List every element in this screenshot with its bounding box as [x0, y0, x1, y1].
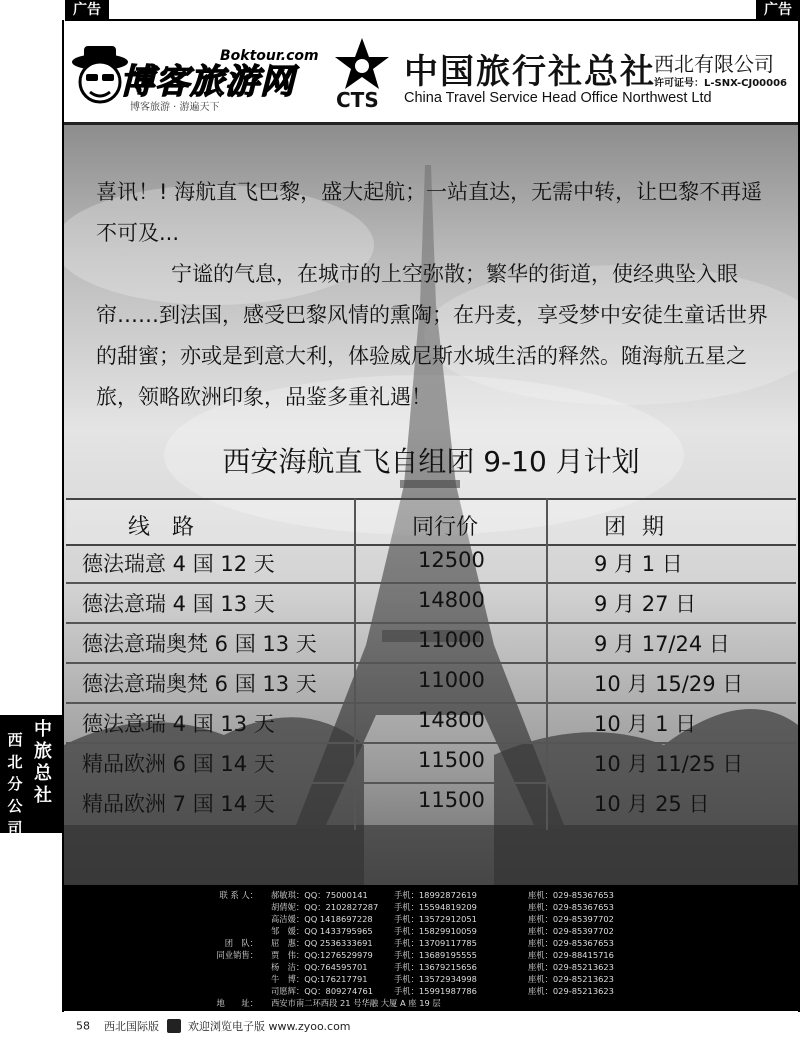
tour-table	[66, 498, 796, 830]
date-cell: 9 月 1 日	[594, 552, 683, 576]
cts-license: 许可证号：L-SNX-CJ00006	[654, 78, 787, 89]
cts-star-icon	[334, 36, 390, 92]
contact-qq: 胡倩妮：QQ：2102827287	[271, 902, 379, 912]
date-cell: 10 月 25 日	[594, 792, 710, 816]
route-cell: 精品欧洲 6 国 14 天	[82, 752, 275, 776]
table-row	[66, 782, 796, 822]
price-cell: 11500	[418, 748, 485, 772]
table-row	[66, 662, 796, 704]
cts-branch: 西北有限公司	[654, 52, 774, 76]
contact-mobile: 手机：15594819209	[394, 902, 477, 912]
price-cell: 11000	[418, 628, 485, 652]
contact-role: 同业销售：	[216, 950, 258, 960]
bokeke-slogan: 博客旅游 · 游遍天下	[130, 102, 220, 113]
contact-mobile: 手机：15991987786	[394, 986, 477, 996]
route-cell: 德法意瑞 4 国 13 天	[82, 712, 275, 736]
contact-mobile: 手机：15829910059	[394, 926, 477, 936]
table-header	[66, 498, 796, 546]
table-row	[66, 542, 796, 584]
contact-qq: 杨 洁：QQ:764595701	[271, 962, 368, 972]
date-cell: 10 月 1 日	[594, 712, 697, 736]
cts-name-en: China Travel Service Head Office Northwest Ltd	[404, 90, 712, 106]
contact-tel: 座机：029-88415716	[528, 950, 614, 960]
ad-label-right: 广告	[756, 0, 800, 20]
table-row	[66, 622, 796, 664]
contact-tel: 座机：029-85397702	[528, 914, 614, 924]
contact-role: 团 队：	[224, 938, 258, 948]
route-cell: 精品欧洲 7 国 14 天	[82, 792, 275, 816]
contact-tel: 座机：029-85367653	[528, 890, 614, 900]
price-cell: 12500	[418, 548, 485, 572]
ad-label-left: 广告	[65, 0, 109, 20]
address-label: 地 址：	[216, 998, 258, 1008]
date-cell: 9 月 17/24 日	[594, 632, 730, 656]
price-cell: 14800	[418, 708, 485, 732]
cts-abbr: CTS	[336, 88, 379, 112]
route-cell: 德法瑞意 4 国 12 天	[82, 552, 275, 576]
footer	[76, 1018, 351, 1034]
side-tab	[0, 715, 62, 837]
bokeke-url: Boktour.com	[220, 48, 319, 64]
date-cell: 10 月 15/29 日	[594, 672, 744, 696]
contact-qq: 高洁媛：QQ 1418697228	[271, 914, 373, 924]
table-row	[66, 702, 796, 744]
date-cell: 9 月 27 日	[594, 592, 697, 616]
edition-name: 西北国际版	[104, 1020, 159, 1033]
contact-tel: 座机：029-85367653	[528, 938, 614, 948]
contact-panel	[64, 885, 798, 1011]
contact-role: 联 系 人：	[219, 890, 258, 900]
table-row	[66, 582, 796, 624]
contact-tel: 座机：029-85397702	[528, 926, 614, 936]
intro-paragraph-2: 宁谧的气息，在城市的上空弥散；繁华的街道，使经典坠入眼帘……到法国，感受巴黎风情的熏陶；在丹麦，享受梦中安徒生童话世界的甜蜜；亦或是到意大利，体验威尼斯水城生活的释然。随海航五星之旅，领略欧洲印象，品鉴多重礼遇！	[96, 262, 768, 409]
edition-logo-icon	[167, 1019, 181, 1033]
footer-text: 欢迎浏览电子版 www.zyoo.com	[188, 1020, 351, 1033]
date-cell: 10 月 11/25 日	[594, 752, 744, 776]
contact-mobile: 手机：13709117785	[394, 938, 477, 948]
contact-qq: 邹 媛：QQ 1433795965	[271, 926, 373, 936]
contact-mobile: 手机：18992872619	[394, 890, 477, 900]
bokeke-name: 博客旅游网	[120, 62, 295, 102]
side-tab-hq: 中旅总社	[34, 719, 52, 806]
header	[64, 22, 798, 122]
price-cell: 14800	[418, 588, 485, 612]
contact-tel: 座机：029-85213623	[528, 962, 614, 972]
contact-qq: 郝敏琪：QQ：75000141	[271, 890, 368, 900]
contact-tel: 座机：029-85213623	[528, 986, 614, 996]
cts-name-cn: 中国旅行社总社	[404, 52, 656, 92]
bokeke-logo	[70, 40, 320, 112]
route-cell: 德法意瑞 4 国 13 天	[82, 592, 275, 616]
contact-mobile: 手机：13572934998	[394, 974, 477, 984]
contact-qq: 屈 惠：QQ 2536333691	[271, 938, 373, 948]
contact-tel: 座机：029-85367653	[528, 902, 614, 912]
route-cell: 德法意瑞奥梵 6 国 13 天	[82, 632, 317, 656]
price-cell: 11500	[418, 788, 485, 812]
contact-tel: 座机：029-85213623	[528, 974, 614, 984]
side-tab-branch: 西北分公司	[7, 731, 23, 837]
contact-mobile: 手机：13679215656	[394, 962, 477, 972]
table-row	[66, 742, 796, 784]
header-price: 同行价	[412, 515, 479, 540]
header-date: 团期	[604, 515, 681, 540]
intro-paragraph-1: 喜讯！! 海航直飞巴黎，盛大起航；一站直达，无需中转，让巴黎不再遥不可及...	[96, 180, 763, 245]
contact-qq: 司愿辉：QQ：809274761	[271, 986, 374, 996]
route-cell: 德法意瑞奥梵 6 国 13 天	[82, 672, 317, 696]
address-text: 西安市南二环西段 21 号华融 大厦 A 座 19 层	[271, 998, 441, 1008]
contact-qq: 贾 伟：QQ:1276529979	[271, 950, 373, 960]
contact-mobile: 手机：13689195555	[394, 950, 477, 960]
contact-mobile: 手机：13572912051	[394, 914, 477, 924]
header-route: 线路	[128, 515, 217, 540]
contact-qq: 牛 博：QQ:176217791	[271, 974, 368, 984]
plan-title: 西安海航直飞自组团 9-10 月计划	[222, 445, 640, 478]
price-cell: 11000	[418, 668, 485, 692]
intro-text	[96, 172, 776, 418]
page-number: 58	[76, 1019, 90, 1033]
